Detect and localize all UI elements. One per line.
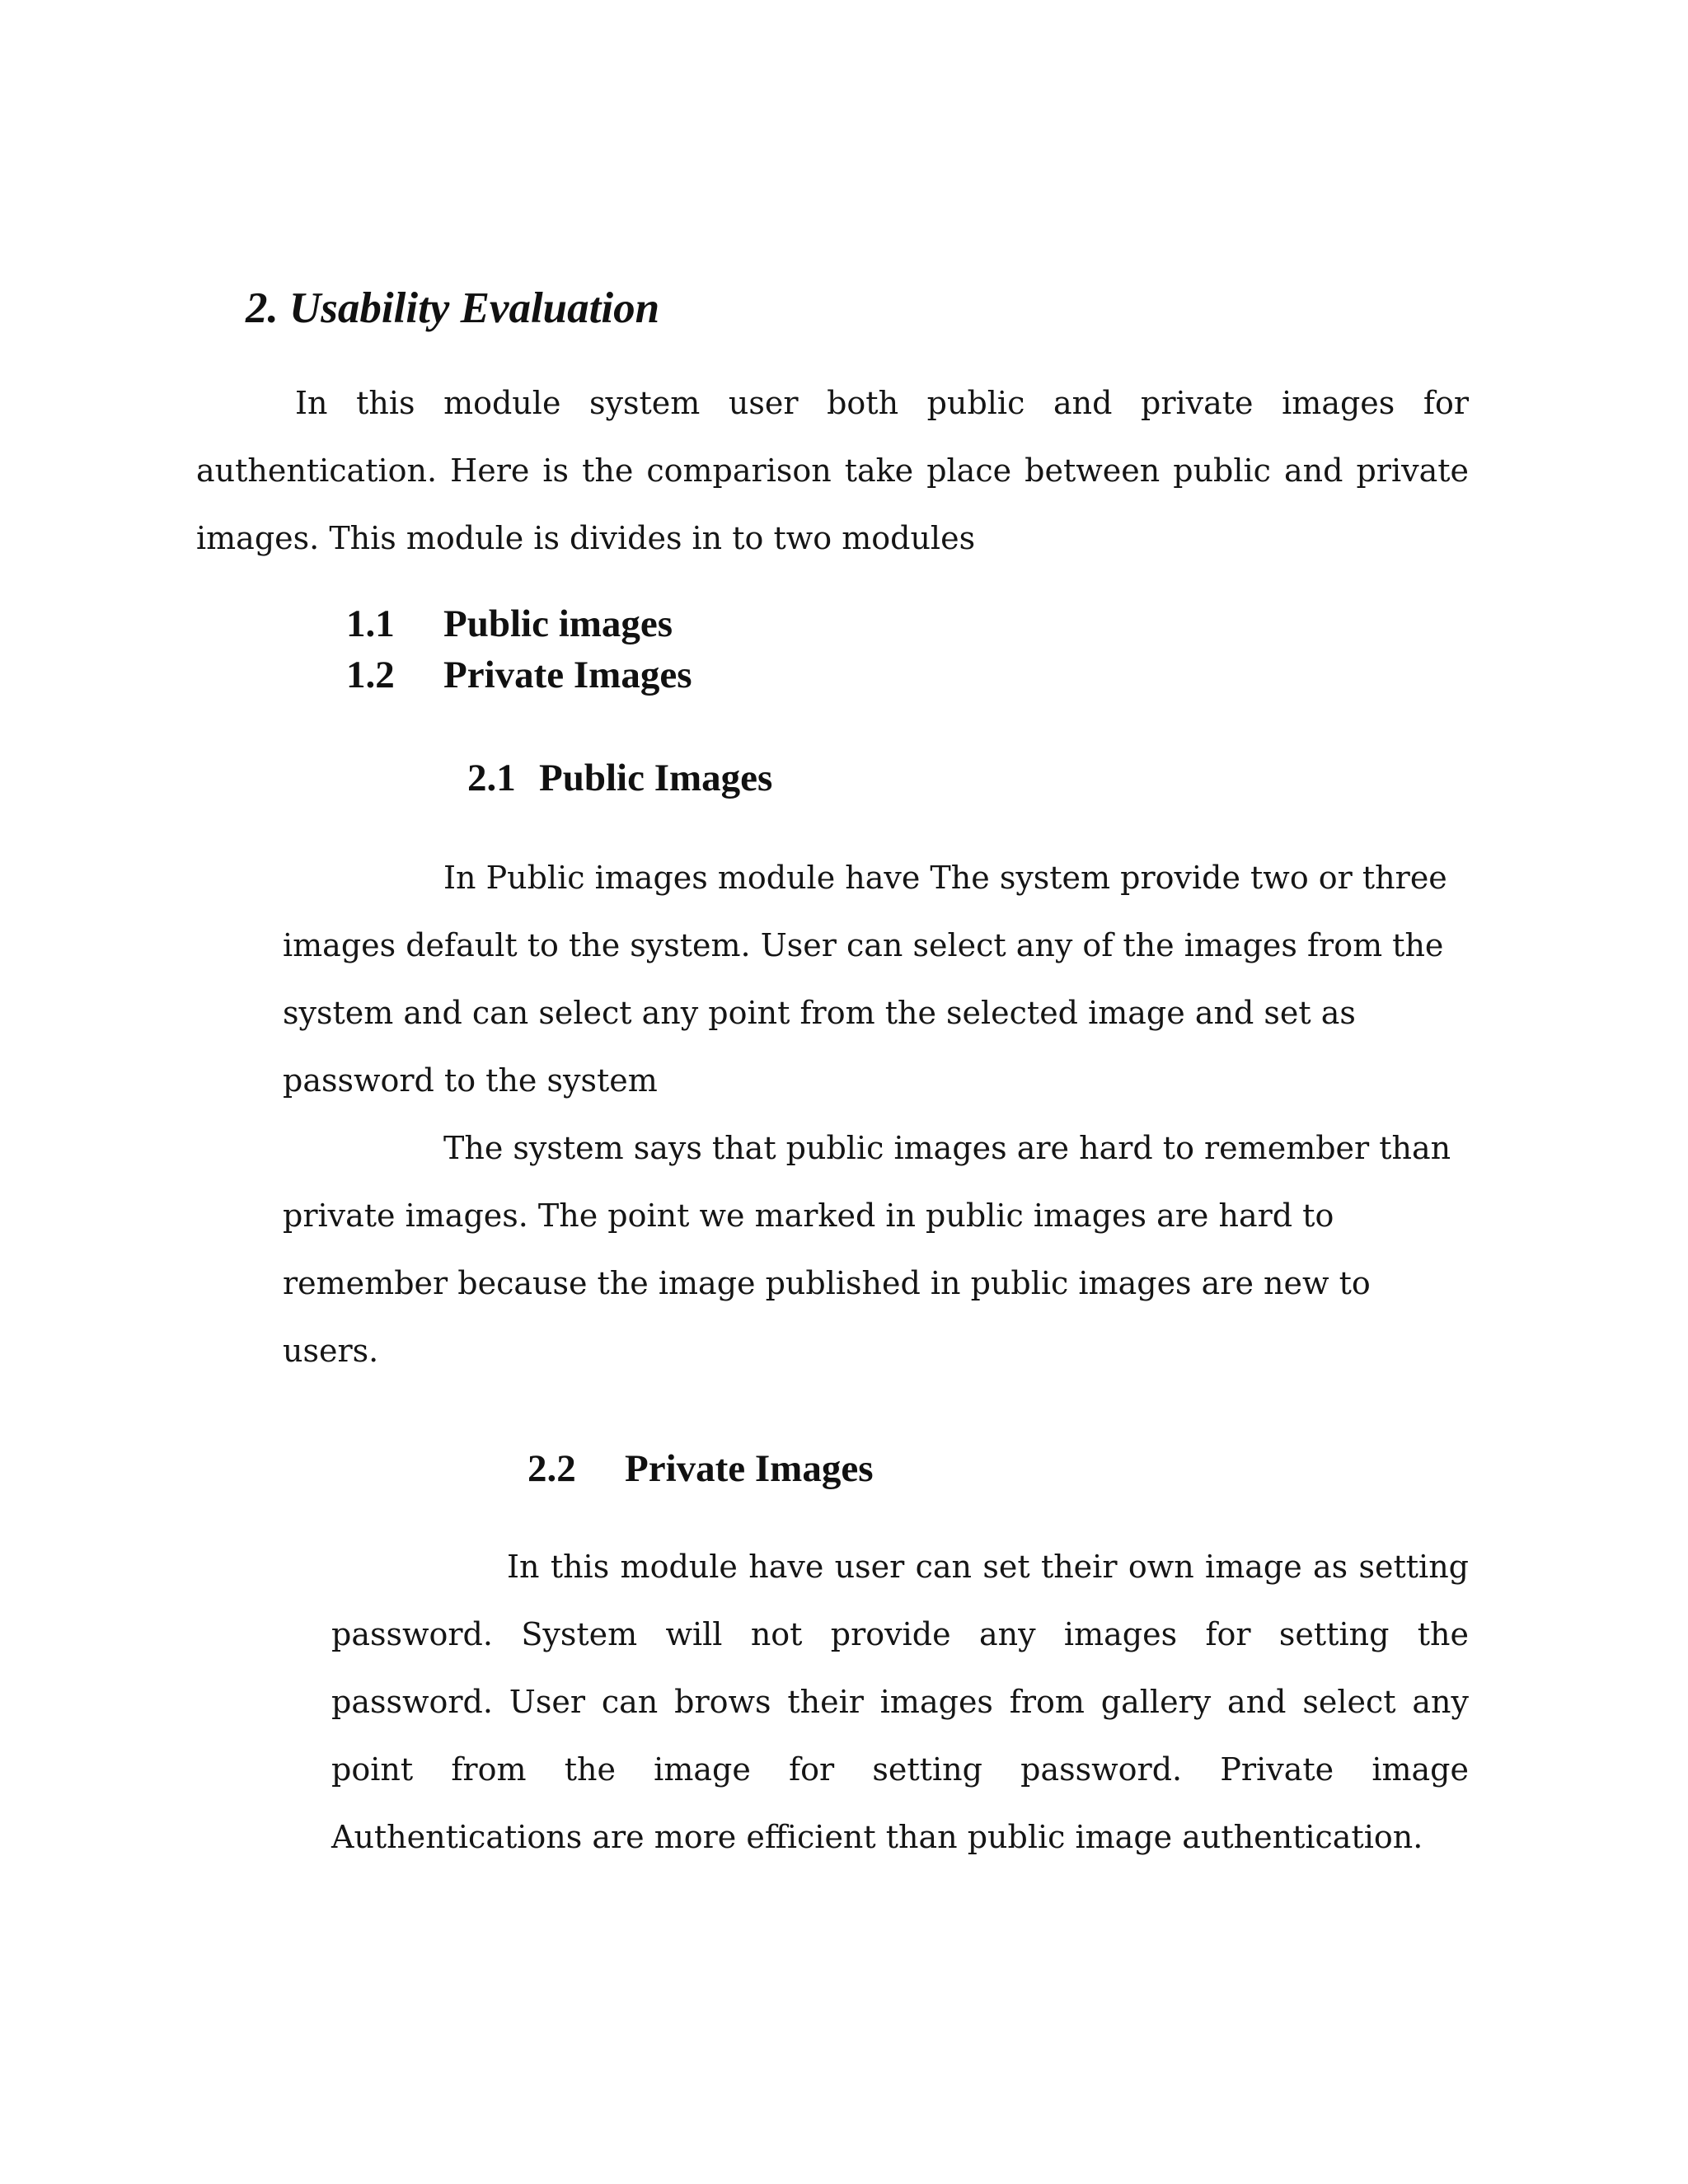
private-images-paragraph: In this module have user can set their own image as setting password. System will not provide any images for setting the password. User can brows their images from gallery and select any point from the image for setting password. Private image Authentications are more efficient than public image authentication. (331, 1549, 1469, 1855)
module-list (346, 598, 692, 701)
private-images-heading (528, 1444, 873, 1493)
list-item-number: 1.1 (346, 602, 395, 645)
list-item-label: Public images (443, 602, 673, 645)
list-item-number: 1.2 (346, 654, 395, 696)
public-images-paragraph-1: In Public images module have The system provide two or three images default to the system. User can select any of the images from the system and can select any point from the selected image and set as password to the system (283, 860, 1447, 1099)
list-item (346, 649, 692, 701)
public-images-heading (467, 753, 772, 803)
section-title: Usability Evaluation (289, 284, 660, 332)
section-heading (246, 284, 659, 333)
subsection-title: Private Images (625, 1447, 874, 1490)
list-item-label: Private Images (443, 654, 692, 696)
intro-paragraph: In this module system user both public and private images for authentication. Here is the comparison take place between public and private images. This module is divides in to two modules (196, 385, 1469, 556)
section-number: 2. (246, 284, 279, 332)
subsection-title: Public Images (539, 757, 773, 799)
subsection-number: 2.1 (467, 757, 516, 799)
public-images-paragraph-2: The system says that public images are hard to remember than private images. The point we marked in public images are hard to remember because the image published in public images are new to users. (283, 1130, 1451, 1369)
list-item (346, 598, 692, 649)
subsection-number: 2.2 (528, 1447, 576, 1490)
